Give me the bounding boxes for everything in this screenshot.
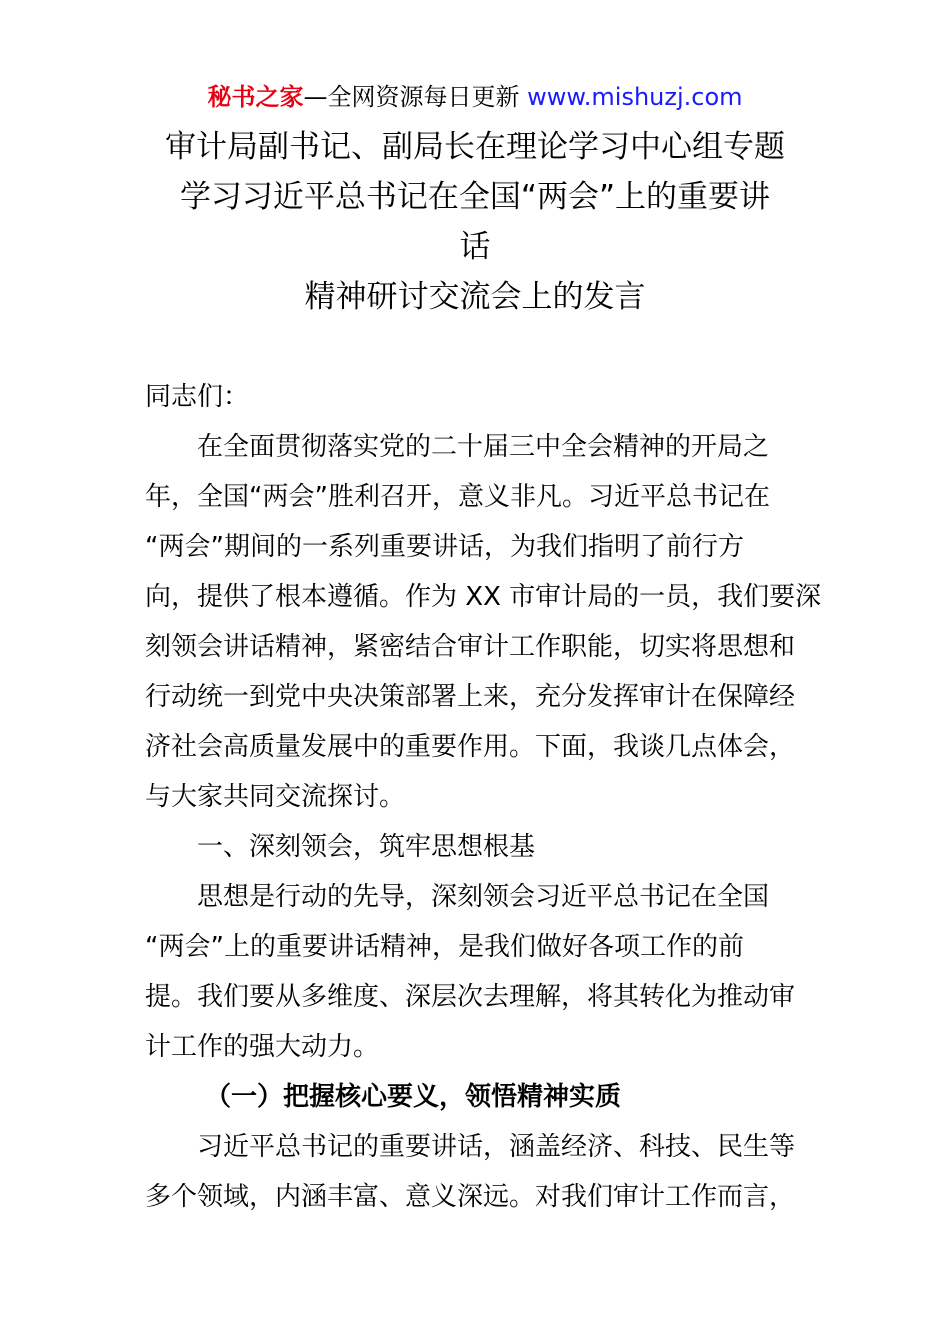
title-line: 精神研讨交流会上的发言 (304, 279, 646, 315)
site-url: www.mishuzj.com (519, 83, 743, 111)
site-slogan: —全网资源每日更新 (303, 83, 520, 111)
salutation: 同志们： (145, 382, 250, 412)
paragraph-line: 年，全国“两会”胜利召开，意义非凡。习近平总书记在 (145, 482, 770, 512)
paragraph-line: 计工作的强大动力。 (145, 1032, 380, 1062)
title-line: 审计局副书记、副局长在理论学习中心组专题 (165, 129, 785, 165)
paragraph-line: 提。我们要从多维度、深层次去理解，将其转化为推动审 (145, 982, 796, 1012)
title-line: 话 (459, 229, 491, 265)
paragraph-line: “两会”上的重要讲话精神，是我们做好各项工作的前 (145, 932, 744, 962)
paragraph-line: 向，提供了根本遵循。作为 XX 市审计局的一员，我们要深 (145, 582, 822, 612)
paragraph-line: 刻领会讲话精神，紧密结合审计工作职能，切实将思想和 (145, 632, 796, 662)
paragraph-line: 思想是行动的先导，深刻领会习近平总书记在全国 (197, 882, 770, 912)
paragraph-line: 多个领域，内涵丰富、意义深远。对我们审计工作而言， (145, 1182, 796, 1212)
document-title (100, 122, 850, 322)
paragraph-line: 行动统一到党中央决策部署上来，充分发挥审计在保障经 (145, 682, 796, 712)
section-heading: 一、深刻领会，筑牢思想根基 (197, 832, 536, 862)
paragraph-line: 济社会高质量发展中的重要作用。下面，我谈几点体会， (145, 732, 796, 762)
paragraph-line: “两会”期间的一系列重要讲话，为我们指明了前行方 (145, 532, 744, 562)
subsection-heading: （一）把握核心要义，领悟精神实质 (205, 1082, 622, 1112)
paragraph-line: 习近平总书记的重要讲话，涵盖经济、科技、民生等 (197, 1132, 796, 1162)
paragraph-line: 在全面贯彻落实党的二十届三中全会精神的开局之 (197, 432, 770, 462)
title-line: 学习习近平总书记在全国“两会”上的重要讲 (179, 179, 771, 215)
paragraph-line: 与大家共同交流探讨。 (145, 782, 406, 812)
document-body (145, 372, 822, 1222)
site-header (0, 82, 950, 112)
site-brand: 秘书之家 (207, 83, 304, 111)
